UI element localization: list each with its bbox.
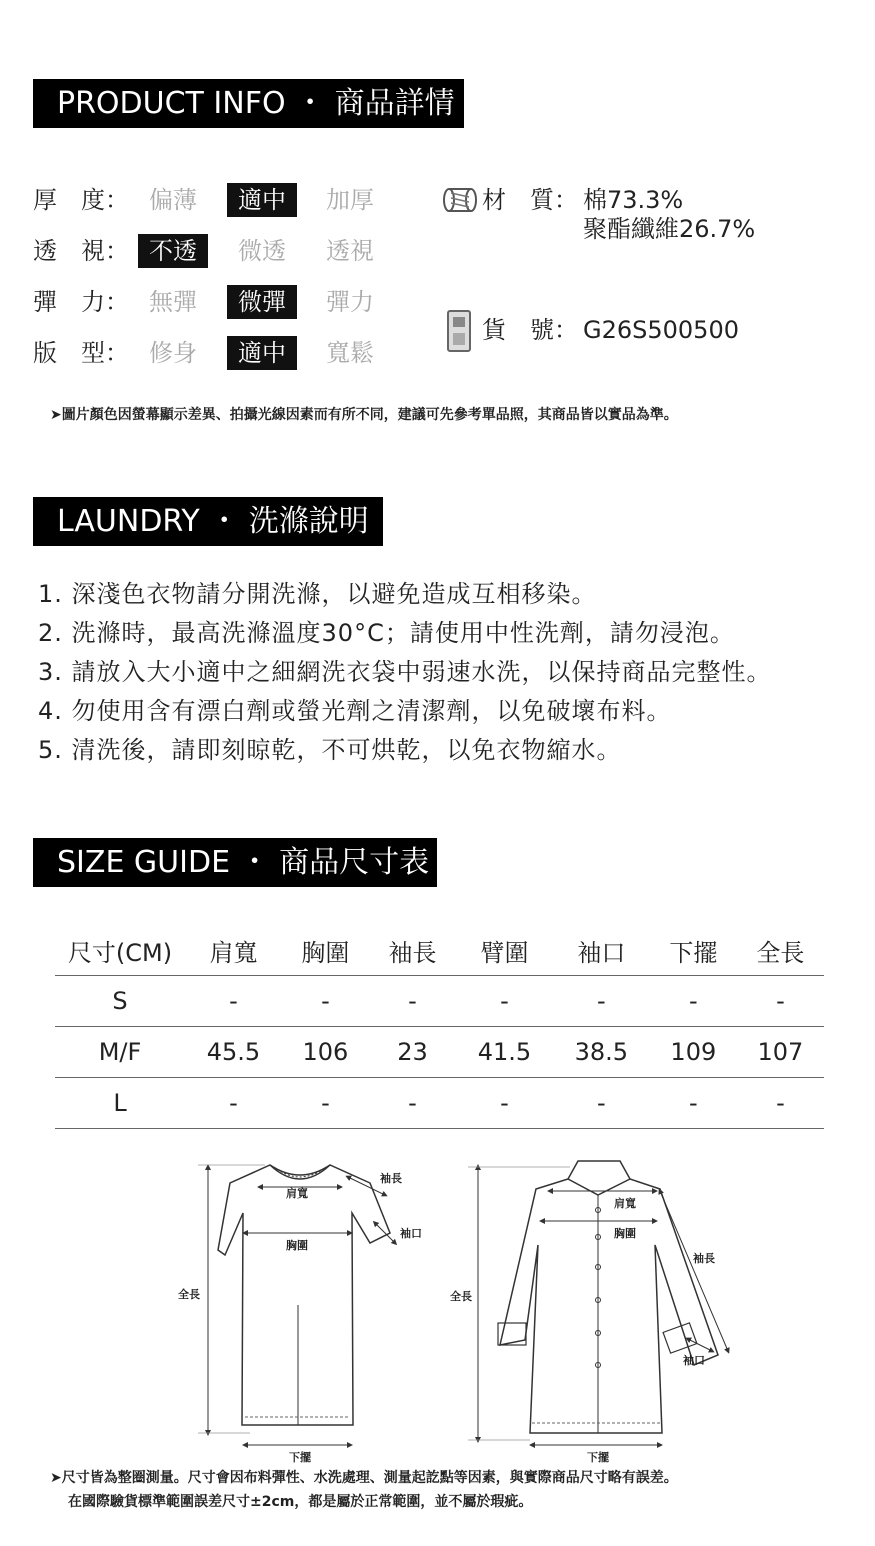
table-cell: 41.5: [456, 1027, 553, 1078]
table-cell: -: [456, 1078, 553, 1129]
table-cell: -: [369, 976, 456, 1027]
size-table: [55, 925, 824, 1129]
option: 透視: [326, 237, 374, 265]
diagram-label-chest: 胸圍: [286, 1239, 308, 1252]
diagram-label-hem: 下擺: [289, 1451, 311, 1464]
option: 修身: [149, 339, 197, 367]
attribute-label: 透 視：: [33, 237, 129, 265]
table-cell: 45.5: [185, 1027, 282, 1078]
table-cell: S: [55, 976, 185, 1027]
option: 彈力: [326, 288, 374, 316]
table-cell: L: [55, 1078, 185, 1129]
product-note: ➤圖片顏色因螢幕顯示差異、拍攝光線因素而有所不同，建議可先參考單品照，其商品皆以實品為準。: [50, 407, 678, 423]
tag-icon: [446, 309, 472, 353]
column-header: 胸圍: [282, 925, 369, 976]
table-cell: 106: [282, 1027, 369, 1078]
thread-spool-icon: [441, 185, 479, 215]
table-cell: -: [650, 976, 737, 1027]
diagram-label-shoulder: 肩寬: [614, 1197, 636, 1210]
option-selected: 適中: [227, 183, 297, 217]
table-cell: -: [553, 976, 650, 1027]
table-cell: -: [553, 1078, 650, 1129]
attribute-label: 彈 力：: [33, 288, 129, 316]
table-row: [55, 1027, 824, 1078]
size-note-2: 在國際驗貨標準範圍誤差尺寸±2cm，都是屬於正常範圍，並不屬於瑕疵。: [68, 1494, 533, 1510]
table-row: [55, 976, 824, 1027]
option-selected: 微彈: [227, 285, 297, 319]
table-cell: M/F: [55, 1027, 185, 1078]
table-cell: 107: [737, 1027, 824, 1078]
sku-label: 貨 號：: [482, 316, 578, 344]
table-cell: -: [369, 1078, 456, 1129]
table-row: [55, 1078, 824, 1129]
front-measurement-diagram: [170, 1155, 440, 1465]
table-cell: -: [737, 1078, 824, 1129]
material-line-2: 聚酯纖維26.7%: [583, 215, 756, 243]
material-label: 材 質：: [482, 186, 578, 214]
diagram-label-shoulder: 肩寬: [286, 1187, 308, 1200]
diagram-label-chest: 胸圍: [614, 1227, 636, 1240]
size-note-1: ➤尺寸皆為整圈測量。尺寸會因布料彈性、水洗處理、測量起訖點等因素，與實際商品尺寸略有誤差。: [50, 1470, 678, 1486]
diagram-label-sleeve: 袖長: [693, 1252, 715, 1265]
table-cell: -: [456, 976, 553, 1027]
table-cell: -: [185, 1078, 282, 1129]
column-header: 袖長: [369, 925, 456, 976]
option: 加厚: [326, 186, 374, 214]
laundry-item: 2. 洗滌時，最高洗滌溫度30°C；請使用中性洗劑，請勿浸泡。: [38, 619, 735, 647]
column-header: 全長: [737, 925, 824, 976]
attribute-label: 厚 度：: [33, 186, 129, 214]
table-cell: -: [185, 976, 282, 1027]
option: 寬鬆: [326, 339, 374, 367]
diagram-label-length: 全長: [450, 1290, 472, 1303]
material-line-1: 棉73.3%: [583, 186, 684, 214]
table-cell: -: [282, 1078, 369, 1129]
option-selected: 不透: [138, 234, 208, 268]
laundry-item: 1. 深淺色衣物請分開洗滌，以避免造成互相移染。: [38, 580, 597, 608]
option-selected: 適中: [227, 336, 297, 370]
sku-value: G26S500500: [583, 316, 739, 344]
laundry-item: 5. 清洗後，請即刻晾乾，不可烘乾，以免衣物縮水。: [38, 736, 622, 764]
table-cell: -: [650, 1078, 737, 1129]
diagram-label-cuff: 袖口: [400, 1227, 422, 1240]
table-cell: -: [737, 976, 824, 1027]
laundry-item: 3. 請放入大小適中之細網洗衣袋中弱速水洗，以保持商品完整性。: [38, 658, 772, 686]
column-header: 尺寸(CM): [55, 925, 185, 976]
table-cell: -: [282, 976, 369, 1027]
diagram-label-cuff: 袖口: [683, 1354, 705, 1367]
column-header: 袖口: [553, 925, 650, 976]
option: 無彈: [149, 288, 197, 316]
shirt-measurement-diagram: [450, 1155, 740, 1465]
size-guide-header: SIZE GUIDE ・ 商品尺寸表: [33, 838, 437, 887]
diagram-label-length: 全長: [178, 1288, 200, 1301]
column-header: 下擺: [650, 925, 737, 976]
table-cell: 38.5: [553, 1027, 650, 1078]
attribute-label: 版 型：: [33, 339, 129, 367]
laundry-header: LAUNDRY ・ 洗滌說明: [33, 497, 383, 546]
laundry-item: 4. 勿使用含有漂白劑或螢光劑之清潔劑，以免破壞布料。: [38, 697, 672, 725]
option: 微透: [238, 237, 286, 265]
size-table-header-row: [55, 925, 824, 976]
column-header: 肩寬: [185, 925, 282, 976]
diagram-label-sleeve: 袖長: [380, 1172, 402, 1185]
table-cell: 23: [369, 1027, 456, 1078]
column-header: 臂圍: [456, 925, 553, 976]
table-cell: 109: [650, 1027, 737, 1078]
option: 偏薄: [149, 186, 197, 214]
product-info-header: PRODUCT INFO ・ 商品詳情: [33, 79, 464, 128]
diagram-label-hem: 下擺: [587, 1451, 609, 1464]
